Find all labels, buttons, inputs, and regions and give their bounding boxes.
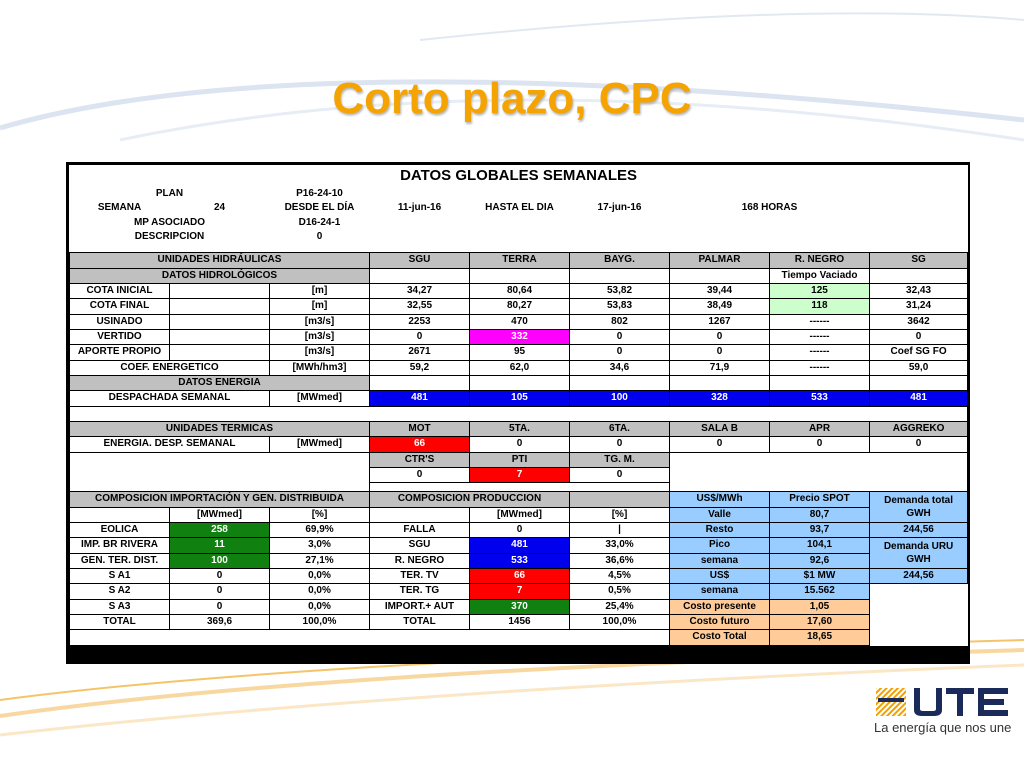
thermal-section-header: UNIDADES TERMICAS bbox=[70, 421, 370, 436]
table-row: COTA INICIAL [m] 34,27 80,64 53,82 39,44 125 32,43 bbox=[70, 283, 968, 298]
table-row: S A2 0 0,0% TER. TG 7 0,5% semana 15.562 bbox=[70, 584, 968, 599]
row-unit: [m] bbox=[270, 283, 370, 298]
row-label: COTA INICIAL bbox=[70, 283, 170, 298]
ute-logo-icon bbox=[876, 686, 1010, 718]
production-composition-header: COMPOSICION PRODUCCION bbox=[370, 492, 570, 507]
desde-label: DESDE EL DÍA bbox=[284, 202, 355, 214]
weekly-data-table: DATOS GLOBALES SEMANALES PLAN P16-24-10 SEMANA 24 DESDE EL DÍA 11-jun-16 HASTA EL DIA 17-jun-16 168 HORAS MP ASOCIADO D16-24-1 DESCRIPCION 0 UNIDADES HIDRÁULICAS SGU TERRA BAYG. PALMAR R. NEGRO SG DATOS HIDROLÓGICOS Tiempo Vaciado COTA INICIAL [m] 34,27 80,64 53,82 39,44 125 32,43 COTA FINAL [m] 32,55 80,27 53,83 38,49 118 31,24 USINADO [m3/s] 2253 470 802 1267 ------ 3642 VERTIDO [m3/s] 0 332 0 0 ------ 0 APORTE PROPIO [m3/s] 2671 95 0 0 ------ Coef SG FO COEF. ENERGETICO [MWh/hm3] 59,2 62,0 34,6 71,9 ------ 59,0 DATOS ENERGIA DESPACHADA SEMANAL [MWmed] 481 105 100 328 533 481 UNIDADES TERMICAS MOT 5TA. 6TA. SALA B APR AGGREKO ENERGIA. DESP. SEMANAL [MWmed] 66 0 0 0 0 0 CTR'S PTI TG. M. 0 7 0 COMPOSICION IMPORTACIÓN Y GEN. DISTRIBUIDA COMPOSICION PRODUCCION US$/MWh Precio SPOT Demanda total GWH [MWmed] [%] [MWmed] [%] Valle 80,7 EOLICA 258 69,9% FALLA 0 | Resto 93,7 244,56 IMP. BR RIVERA 11 3,0% SGU 481 33,0% Pico 104,1 Demanda URU GWH GEN. TER. DIST. 100 27,1% R. NEGRO 533 36,6% semana 92,6 S A1 0 0,0% TER. TV 66 4,5% US$ $1 MW 244,56 S A2 0 0,0% TER. TG 7 0,5% semana 15.562 S A3 0 0,0% IMPORT.+ AUT 370 25,4% Costo presente 1,05 TOTAL 369,6 100,0% TOTAL 1456 100,0% Costo futuro 17,60 Costo Total 18,65 bbox=[66, 162, 970, 664]
thermal-plant-header: AGGREKO bbox=[870, 421, 968, 436]
tiempo-vaciado-label: Tiempo Vaciado bbox=[770, 268, 870, 283]
row-label: APORTE PROPIO bbox=[70, 345, 170, 360]
desde-value: 11-jun-16 bbox=[397, 202, 442, 214]
thermal-plant-header: 5TA. bbox=[470, 421, 570, 436]
hasta-value: 17-jun-16 bbox=[597, 202, 642, 214]
row-label: COEF. ENERGETICO bbox=[70, 360, 270, 375]
table-row: ENERGIA. DESP. SEMANAL [MWmed] 66 0 0 0 0 0 bbox=[70, 437, 968, 452]
plan-value: P16-24-10 bbox=[296, 188, 343, 200]
demanda-total-value: 244,56 bbox=[870, 522, 968, 537]
slide-title: Corto plazo, CPC bbox=[332, 74, 692, 123]
price-spot-header: Precio SPOT bbox=[770, 492, 870, 507]
thermal-sub-header: TG. M. bbox=[570, 452, 670, 467]
hydro-plant-header: SG bbox=[870, 253, 968, 268]
table-row: DESPACHADA SEMANAL [MWmed] 481 105 100 328 533 481 bbox=[70, 391, 968, 406]
semana-label: SEMANA bbox=[97, 202, 142, 214]
semana-value: 24 bbox=[213, 202, 226, 214]
row-unit: [m3/s] bbox=[270, 329, 370, 344]
horas-value: 168 HORAS bbox=[741, 202, 798, 214]
table-row: TOTAL 369,6 100,0% TOTAL 1456 100,0% Costo futuro 17,60 bbox=[70, 614, 968, 629]
table-row: IMP. BR RIVERA 11 3,0% SGU 481 33,0% Pico 104,1 Demanda URU GWH bbox=[70, 538, 968, 553]
datos-energia-header: DATOS ENERGIA bbox=[70, 375, 370, 390]
thermal-plant-header: SALA B bbox=[670, 421, 770, 436]
main-title: DATOS GLOBALES SEMANALES bbox=[400, 167, 638, 184]
datos-hidrologicos-header: DATOS HIDROLÓGICOS bbox=[70, 268, 370, 283]
table-row: APORTE PROPIO [m3/s] 2671 95 0 0 ------ Coef SG FO bbox=[70, 345, 968, 360]
plan-label: PLAN bbox=[155, 188, 184, 200]
row-label: COTA FINAL bbox=[70, 299, 170, 314]
demanda-uru-value: 244,56 bbox=[870, 568, 968, 583]
desc-value: 0 bbox=[316, 231, 323, 243]
table-row: GEN. TER. DIST. 100 27,1% R. NEGRO 533 36,6% semana 92,6 bbox=[70, 553, 968, 568]
row-label: VERTIDO bbox=[70, 329, 170, 344]
table-row: USINADO [m3/s] 2253 470 802 1267 ------ 3642 bbox=[70, 314, 968, 329]
demanda-total-label: Demanda total GWH bbox=[870, 492, 968, 523]
hydro-plant-header: R. NEGRO bbox=[770, 253, 870, 268]
table-row: COEF. ENERGETICO [MWh/hm3] 59,2 62,0 34,6 71,9 ------ 59,0 bbox=[70, 360, 968, 375]
desc-label: DESCRIPCION bbox=[134, 231, 205, 243]
row-label: DESPACHADA SEMANAL bbox=[70, 391, 270, 406]
mp-value: D16-24-1 bbox=[298, 216, 341, 228]
mp-label: MP ASOCIADO bbox=[133, 216, 206, 228]
row-unit: [m3/s] bbox=[270, 314, 370, 329]
row-unit: [MWh/hm3] bbox=[270, 360, 370, 375]
thermal-sub-header: PTI bbox=[470, 452, 570, 467]
thermal-plant-header: 6TA. bbox=[570, 421, 670, 436]
brand-tagline: La energía que nos une bbox=[874, 720, 1012, 735]
thermal-plant-header: APR bbox=[770, 421, 870, 436]
table-row: EOLICA 258 69,9% FALLA 0 | Resto 93,7 244,56 bbox=[70, 522, 968, 537]
table-row: S A1 0 0,0% TER. TV 66 4,5% US$ $1 MW 244,56 bbox=[70, 568, 968, 583]
hasta-label: HASTA EL DIA bbox=[485, 202, 554, 214]
row-unit: [MWmed] bbox=[270, 391, 370, 406]
demanda-uru-label: Demanda URU GWH bbox=[870, 538, 968, 569]
thermal-sub-header: CTR'S bbox=[370, 452, 470, 467]
hydro-plant-header: SGU bbox=[370, 253, 470, 268]
price-unit-header: US$/MWh bbox=[670, 492, 770, 507]
row-unit: [MWmed] bbox=[270, 437, 370, 452]
hydro-plant-header: PALMAR bbox=[670, 253, 770, 268]
table-row: COTA FINAL [m] 32,55 80,27 53,83 38,49 118 31,24 bbox=[70, 299, 968, 314]
table-row: VERTIDO [m3/s] 0 332 0 0 ------ 0 bbox=[70, 329, 968, 344]
hydro-section-header: UNIDADES HIDRÁULICAS bbox=[70, 253, 370, 268]
row-unit: [m] bbox=[270, 299, 370, 314]
table-row: S A3 0 0,0% IMPORT.+ AUT 370 25,4% Costo presente 1,05 bbox=[70, 599, 968, 614]
row-label: ENERGIA. DESP. SEMANAL bbox=[70, 437, 270, 452]
import-composition-header: COMPOSICION IMPORTACIÓN Y GEN. DISTRIBUIDA bbox=[70, 492, 370, 507]
hydro-plant-header: BAYG. bbox=[570, 253, 670, 268]
row-label: USINADO bbox=[70, 314, 170, 329]
row-unit: [m3/s] bbox=[270, 345, 370, 360]
thermal-plant-header: MOT bbox=[370, 421, 470, 436]
hydro-plant-header: TERRA bbox=[470, 253, 570, 268]
